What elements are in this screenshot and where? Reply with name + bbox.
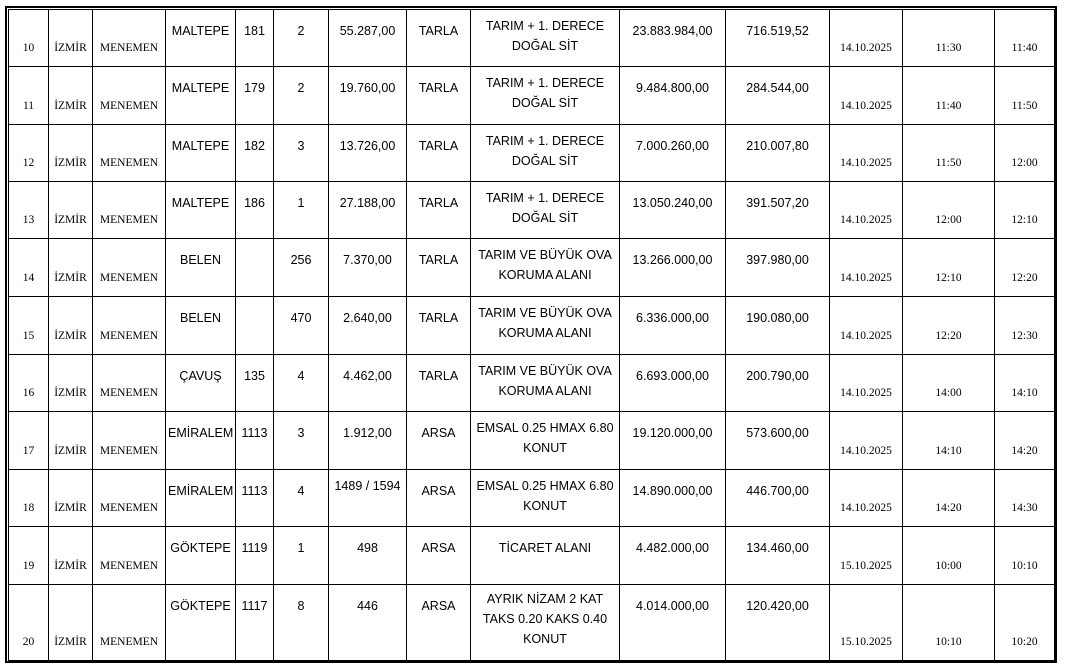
neighborhood-cell: EMİRALEM xyxy=(166,412,236,470)
row-number: 16 xyxy=(9,355,49,412)
deposit-cell: 284.544,00 xyxy=(726,67,830,125)
appraised-value-cell: 23.883.984,00 xyxy=(620,10,726,67)
district-cell: MENEMEN xyxy=(93,10,166,67)
start-time-cell: 12:10 xyxy=(903,239,995,297)
auction-table xyxy=(8,9,1055,661)
district-cell: MENEMEN xyxy=(93,355,166,412)
neighborhood-cell: GÖKTEPE xyxy=(166,585,236,661)
row-number: 11 xyxy=(9,67,49,125)
block-cell: 181 xyxy=(236,10,274,67)
end-time-cell: 11:40 xyxy=(995,10,1055,67)
zoning-cell: TARIM + 1. DERECE DOĞAL SİT xyxy=(471,10,620,67)
end-time-cell: 12:00 xyxy=(995,125,1055,182)
province-cell: İZMİR xyxy=(49,182,93,239)
table-row xyxy=(9,125,1055,182)
zoning-cell: TİCARET ALANI xyxy=(471,527,620,585)
date-cell: 14.10.2025 xyxy=(830,239,903,297)
start-time-cell: 12:00 xyxy=(903,182,995,239)
date-cell: 14.10.2025 xyxy=(830,470,903,527)
type-cell: ARSA xyxy=(407,585,471,661)
neighborhood-cell: BELEN xyxy=(166,239,236,297)
district-cell: MENEMEN xyxy=(93,412,166,470)
row-number: 20 xyxy=(9,585,49,661)
parcel-cell: 3 xyxy=(274,125,329,182)
appraised-value-cell: 6.693.000,00 xyxy=(620,355,726,412)
area-cell: 2.640,00 xyxy=(329,297,407,355)
block-cell: 1117 xyxy=(236,585,274,661)
area-cell: 446 xyxy=(329,585,407,661)
row-number: 18 xyxy=(9,470,49,527)
end-time-cell: 10:20 xyxy=(995,585,1055,661)
zoning-cell: TARIM + 1. DERECE DOĞAL SİT xyxy=(471,125,620,182)
date-cell: 15.10.2025 xyxy=(830,527,903,585)
area-cell: 1.912,00 xyxy=(329,412,407,470)
row-number: 17 xyxy=(9,412,49,470)
deposit-cell: 716.519,52 xyxy=(726,10,830,67)
block-cell: 135 xyxy=(236,355,274,412)
block-cell: 182 xyxy=(236,125,274,182)
table-row xyxy=(9,182,1055,239)
block-cell: 186 xyxy=(236,182,274,239)
area-cell: 13.726,00 xyxy=(329,125,407,182)
parcel-cell: 8 xyxy=(274,585,329,661)
date-cell: 14.10.2025 xyxy=(830,67,903,125)
table-row xyxy=(9,10,1055,67)
table-row xyxy=(9,297,1055,355)
deposit-cell: 391.507,20 xyxy=(726,182,830,239)
row-number: 10 xyxy=(9,10,49,67)
date-cell: 14.10.2025 xyxy=(830,182,903,239)
type-cell: TARLA xyxy=(407,67,471,125)
area-cell: 4.462,00 xyxy=(329,355,407,412)
block-cell xyxy=(236,239,274,297)
deposit-cell: 134.460,00 xyxy=(726,527,830,585)
appraised-value-cell: 4.014.000,00 xyxy=(620,585,726,661)
area-cell: 498 xyxy=(329,527,407,585)
end-time-cell: 10:10 xyxy=(995,527,1055,585)
zoning-cell: TARIM VE BÜYÜK OVA KORUMA ALANI xyxy=(471,297,620,355)
block-cell: 1119 xyxy=(236,527,274,585)
row-number: 19 xyxy=(9,527,49,585)
block-cell: 179 xyxy=(236,67,274,125)
end-time-cell: 14:20 xyxy=(995,412,1055,470)
end-time-cell: 14:10 xyxy=(995,355,1055,412)
neighborhood-cell: MALTEPE xyxy=(166,10,236,67)
start-time-cell: 11:30 xyxy=(903,10,995,67)
parcel-cell: 4 xyxy=(274,355,329,412)
table-row xyxy=(9,239,1055,297)
start-time-cell: 14:10 xyxy=(903,412,995,470)
start-time-cell: 14:20 xyxy=(903,470,995,527)
province-cell: İZMİR xyxy=(49,10,93,67)
start-time-cell: 14:00 xyxy=(903,355,995,412)
neighborhood-cell: MALTEPE xyxy=(166,125,236,182)
table-row xyxy=(9,412,1055,470)
table-row xyxy=(9,585,1055,661)
start-time-cell: 10:10 xyxy=(903,585,995,661)
zoning-cell: TARIM VE BÜYÜK OVA KORUMA ALANI xyxy=(471,239,620,297)
area-cell: 7.370,00 xyxy=(329,239,407,297)
zoning-cell: TARIM VE BÜYÜK OVA KORUMA ALANI xyxy=(471,355,620,412)
deposit-cell: 446.700,00 xyxy=(726,470,830,527)
type-cell: ARSA xyxy=(407,470,471,527)
neighborhood-cell: MALTEPE xyxy=(166,182,236,239)
date-cell: 14.10.2025 xyxy=(830,10,903,67)
district-cell: MENEMEN xyxy=(93,239,166,297)
appraised-value-cell: 9.484.800,00 xyxy=(620,67,726,125)
table-row xyxy=(9,527,1055,585)
district-cell: MENEMEN xyxy=(93,297,166,355)
type-cell: TARLA xyxy=(407,182,471,239)
start-time-cell: 12:20 xyxy=(903,297,995,355)
end-time-cell: 12:20 xyxy=(995,239,1055,297)
province-cell: İZMİR xyxy=(49,297,93,355)
province-cell: İZMİR xyxy=(49,527,93,585)
deposit-cell: 120.420,00 xyxy=(726,585,830,661)
neighborhood-cell: BELEN xyxy=(166,297,236,355)
district-cell: MENEMEN xyxy=(93,585,166,661)
province-cell: İZMİR xyxy=(49,67,93,125)
district-cell: MENEMEN xyxy=(93,125,166,182)
appraised-value-cell: 13.050.240,00 xyxy=(620,182,726,239)
table-body xyxy=(9,10,1055,661)
date-cell: 14.10.2025 xyxy=(830,125,903,182)
neighborhood-cell: ÇAVUŞ xyxy=(166,355,236,412)
row-number: 15 xyxy=(9,297,49,355)
area-cell: 19.760,00 xyxy=(329,67,407,125)
type-cell: TARLA xyxy=(407,239,471,297)
appraised-value-cell: 13.266.000,00 xyxy=(620,239,726,297)
appraised-value-cell: 14.890.000,00 xyxy=(620,470,726,527)
deposit-cell: 573.600,00 xyxy=(726,412,830,470)
date-cell: 14.10.2025 xyxy=(830,355,903,412)
type-cell: ARSA xyxy=(407,412,471,470)
end-time-cell: 12:30 xyxy=(995,297,1055,355)
parcel-cell: 3 xyxy=(274,412,329,470)
start-time-cell: 11:50 xyxy=(903,125,995,182)
parcel-cell: 1 xyxy=(274,527,329,585)
block-cell: 1113 xyxy=(236,412,274,470)
date-cell: 14.10.2025 xyxy=(830,297,903,355)
row-number: 12 xyxy=(9,125,49,182)
appraised-value-cell: 7.000.260,00 xyxy=(620,125,726,182)
province-cell: İZMİR xyxy=(49,355,93,412)
deposit-cell: 200.790,00 xyxy=(726,355,830,412)
appraised-value-cell: 4.482.000,00 xyxy=(620,527,726,585)
neighborhood-cell: EMİRALEM xyxy=(166,470,236,527)
zoning-cell: AYRIK NİZAM 2 KAT TAKS 0.20 KAKS 0.40 KONUT xyxy=(471,585,620,661)
date-cell: 15.10.2025 xyxy=(830,585,903,661)
type-cell: TARLA xyxy=(407,355,471,412)
parcel-cell: 256 xyxy=(274,239,329,297)
district-cell: MENEMEN xyxy=(93,527,166,585)
type-cell: ARSA xyxy=(407,527,471,585)
table-row xyxy=(9,67,1055,125)
area-cell: 27.188,00 xyxy=(329,182,407,239)
deposit-cell: 210.007,80 xyxy=(726,125,830,182)
province-cell: İZMİR xyxy=(49,239,93,297)
area-cell: 55.287,00 xyxy=(329,10,407,67)
deposit-cell: 190.080,00 xyxy=(726,297,830,355)
type-cell: TARLA xyxy=(407,297,471,355)
district-cell: MENEMEN xyxy=(93,67,166,125)
date-cell: 14.10.2025 xyxy=(830,412,903,470)
block-cell xyxy=(236,297,274,355)
appraised-value-cell: 19.120.000,00 xyxy=(620,412,726,470)
table-row xyxy=(9,470,1055,527)
parcel-cell: 470 xyxy=(274,297,329,355)
end-time-cell: 11:50 xyxy=(995,67,1055,125)
type-cell: TARLA xyxy=(407,10,471,67)
zoning-cell: TARIM + 1. DERECE DOĞAL SİT xyxy=(471,67,620,125)
zoning-cell: TARIM + 1. DERECE DOĞAL SİT xyxy=(471,182,620,239)
district-cell: MENEMEN xyxy=(93,182,166,239)
province-cell: İZMİR xyxy=(49,412,93,470)
province-cell: İZMİR xyxy=(49,585,93,661)
area-cell: 1489 / 1594 xyxy=(329,470,407,527)
province-cell: İZMİR xyxy=(49,470,93,527)
parcel-cell: 2 xyxy=(274,67,329,125)
neighborhood-cell: GÖKTEPE xyxy=(166,527,236,585)
zoning-cell: EMSAL 0.25 HMAX 6.80 KONUT xyxy=(471,412,620,470)
parcel-cell: 4 xyxy=(274,470,329,527)
district-cell: MENEMEN xyxy=(93,470,166,527)
end-time-cell: 14:30 xyxy=(995,470,1055,527)
start-time-cell: 10:00 xyxy=(903,527,995,585)
parcel-cell: 1 xyxy=(274,182,329,239)
neighborhood-cell: MALTEPE xyxy=(166,67,236,125)
row-number: 14 xyxy=(9,239,49,297)
row-number: 13 xyxy=(9,182,49,239)
start-time-cell: 11:40 xyxy=(903,67,995,125)
end-time-cell: 12:10 xyxy=(995,182,1055,239)
parcel-cell: 2 xyxy=(274,10,329,67)
province-cell: İZMİR xyxy=(49,125,93,182)
block-cell: 1113 xyxy=(236,470,274,527)
table-row xyxy=(9,355,1055,412)
appraised-value-cell: 6.336.000,00 xyxy=(620,297,726,355)
zoning-cell: EMSAL 0.25 HMAX 6.80 KONUT xyxy=(471,470,620,527)
type-cell: TARLA xyxy=(407,125,471,182)
deposit-cell: 397.980,00 xyxy=(726,239,830,297)
